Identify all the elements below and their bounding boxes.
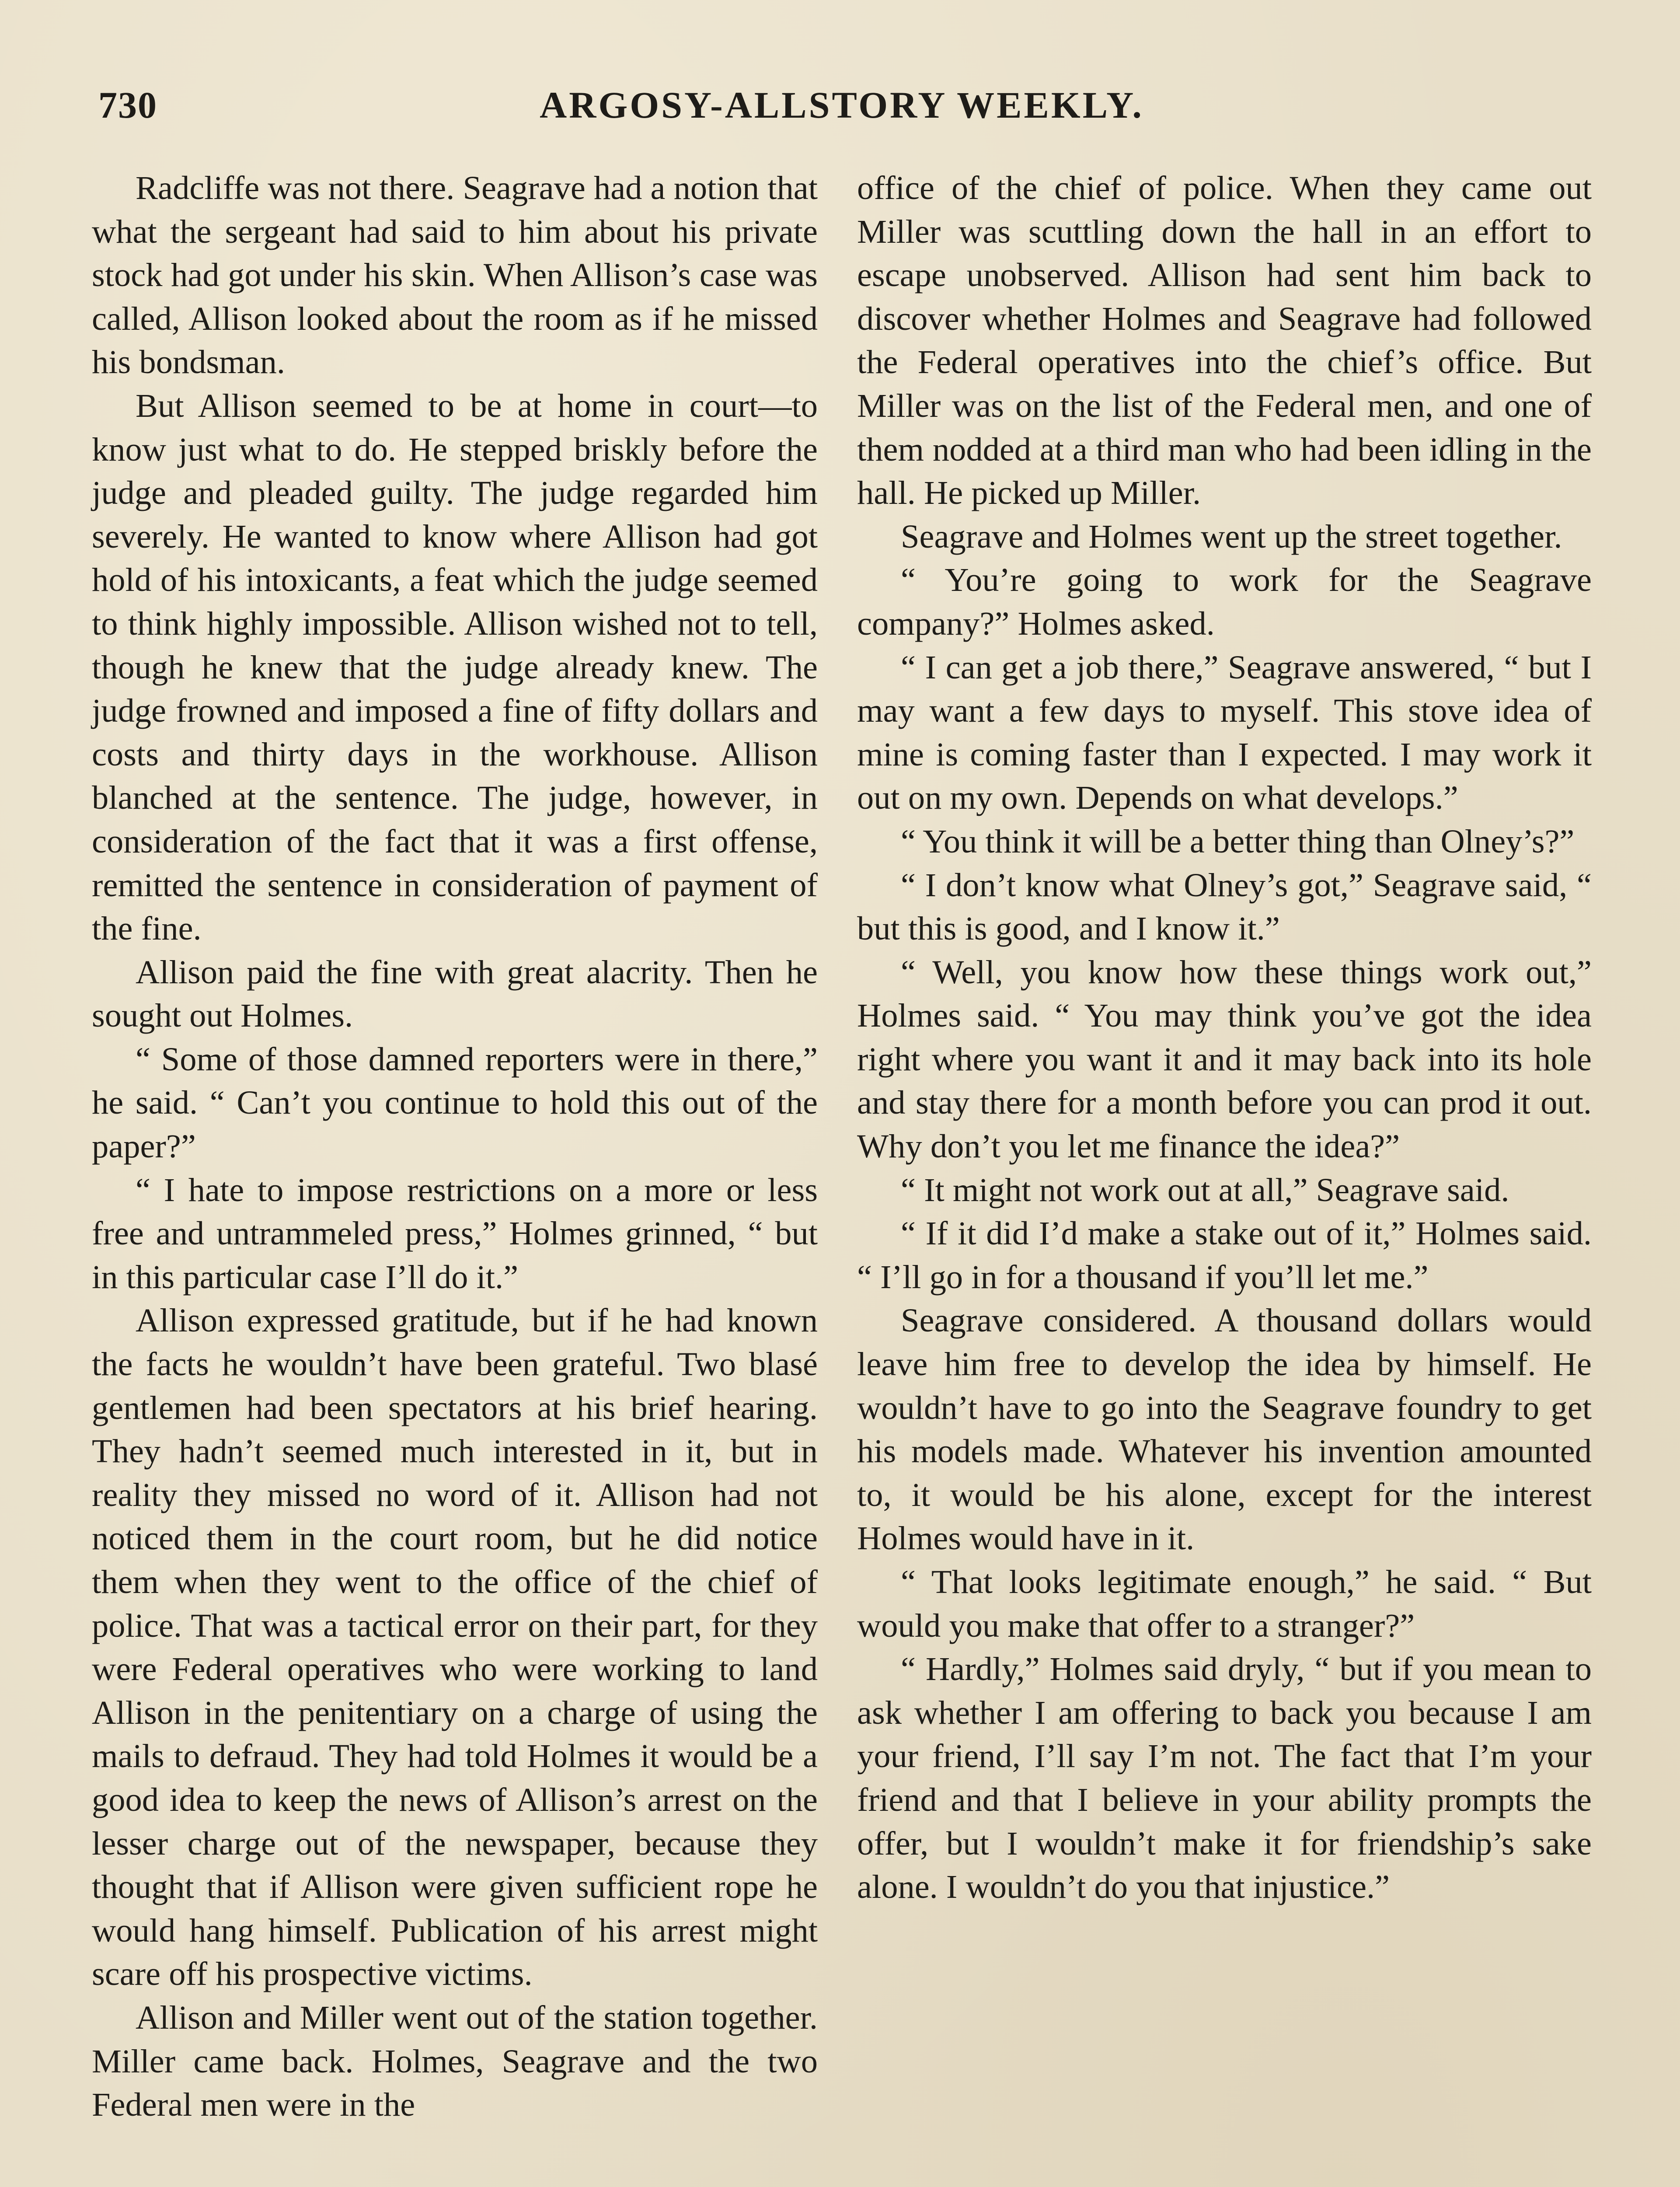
paragraph: Seagrave considered. A thousand dollars would leave him free to develop the idea by himself. He wouldn’t have to go into the Seagrave foundry to get his models made. Whatever his invention amounted to, it would be his alone, except for the interest Holmes would have in it. [857, 1302, 1592, 1557]
paragraph: “ If it did I’d make a stake out of it,” Holmes said. “ I’ll go in for a thousand if you’ll let me.” [857, 1215, 1592, 1296]
paragraph: “ Well, you know how these things work out,” Holmes said. “ You may think you’ve got the idea right where you want it and it may back into its hole and stay there for a month before you can prod it out. Why don’t you let me finance the idea?” [857, 953, 1592, 1165]
paragraph: Seagrave and Holmes went up the street together. [901, 517, 1562, 555]
paragraph: But Allison seemed to be at home in court—to know just what to do. He stepped briskly before the judge and pleaded guilty. The judge regarded him severely. He wanted to know where Allison had got hold of his intoxicants, a feat which the judge seemed to think highly impossible. Allison wished not to tell, though he knew that the judge already knew. The judge frowned and imposed a fine of fifty dollars and costs and thirty days in the workhouse. Allison blanched at the sentence. The judge, however, in consideration of the fact that it was a first offense, remitted the sentence in consideration of payment of the fine. [92, 387, 818, 947]
page-header [98, 83, 1585, 136]
paragraph: “ I can get a job there,” Seagrave answered, “ but I may want a few days to myself. This stove idea of mine is coming faster than I expected. I may work it out on my own. Depends on what develops.” [857, 648, 1592, 817]
paragraph: “ I hate to impose restrictions on a more or less free and untrammeled press,” Holmes grinned, “ but in this particular case I’ll do it.” [92, 1171, 818, 1296]
paragraph: Allison expressed gratitude, but if he had known the facts he wouldn’t have been grateful. Two blasé gentlemen had been spectators at his brief hearing. They hadn’t seemed much interested in it, but in reality they missed no word of it. Allison had not noticed them in the court room, but he did notice them when they went to the office of the chief of police. That was a tactical error on their part, for they were Federal operatives who were working to land Allison in the penitentiary on a charge of using the mails to defraud. They had told Holmes it would be a good idea to keep the news of Allison’s arrest on the lesser charge out of the newspaper, because they thought that if Allison were given sufficient rope he would hang himself. Publication of his arrest might scare off his prospective victims. [92, 1302, 818, 1993]
paragraph: Allison and Miller went out of the station together. Miller came back. Holmes, Seagrave and the two Federal men were in the [92, 1998, 818, 2124]
paragraph: “ It might not work out at all,” Seagrave said. [901, 1171, 1509, 1209]
paragraph: “ Some of those damned reporters were in there,” he said. “ Can’t you continue to hold this out of the paper?” [92, 1040, 818, 1165]
paragraph: Radcliffe was not there. Seagrave had a notion that what the sergeant had said to him about his private stock had got under his skin. When Allison’s case was called, Allison looked about the room as if he missed his bondsman. [92, 169, 818, 381]
paragraph: “ That looks legitimate enough,” he said. “ But would you make that offer to a stranger?” [857, 1563, 1592, 1644]
left-column [92, 166, 818, 2127]
paragraph: “ You’re going to work for the Seagrave company?” Holmes asked. [857, 561, 1592, 642]
running-title: ARGOSY-ALLSTORY WEEKLY. [540, 84, 1144, 126]
page-number: 730 [98, 84, 157, 126]
paragraph: “ You think it will be a better thing than Olney’s?” [901, 822, 1575, 860]
right-column [857, 166, 1592, 1909]
paragraph: Allison paid the fine with great alacrity. Then he sought out Holmes. [92, 953, 818, 1034]
paragraph: “ Hardly,” Holmes said dryly, “ but if you mean to ask whether I am offering to back you because I am your friend, I’ll say I’m not. The fact that I’m your friend and that I believe in your ability prompts the offer, but I wouldn’t make it for friendship’s sake alone. I wouldn’t do you that injustice.” [857, 1650, 1592, 1906]
paragraph: “ I don’t know what Olney’s got,” Seagrave said, “ but this is good, and I know it.” [857, 866, 1592, 947]
continued-paragraph: office of the chief of police. When they came out Miller was scuttling down the hall in an effort to escape unobserved. Allison had sent him back to discover whether Holmes and Seagrave had followed the Federal operatives into the chief’s office. But Miller was on the list of the Federal men, and one of them nodded at a third man who had been idling in the hall. He picked up Miller. [857, 169, 1592, 512]
